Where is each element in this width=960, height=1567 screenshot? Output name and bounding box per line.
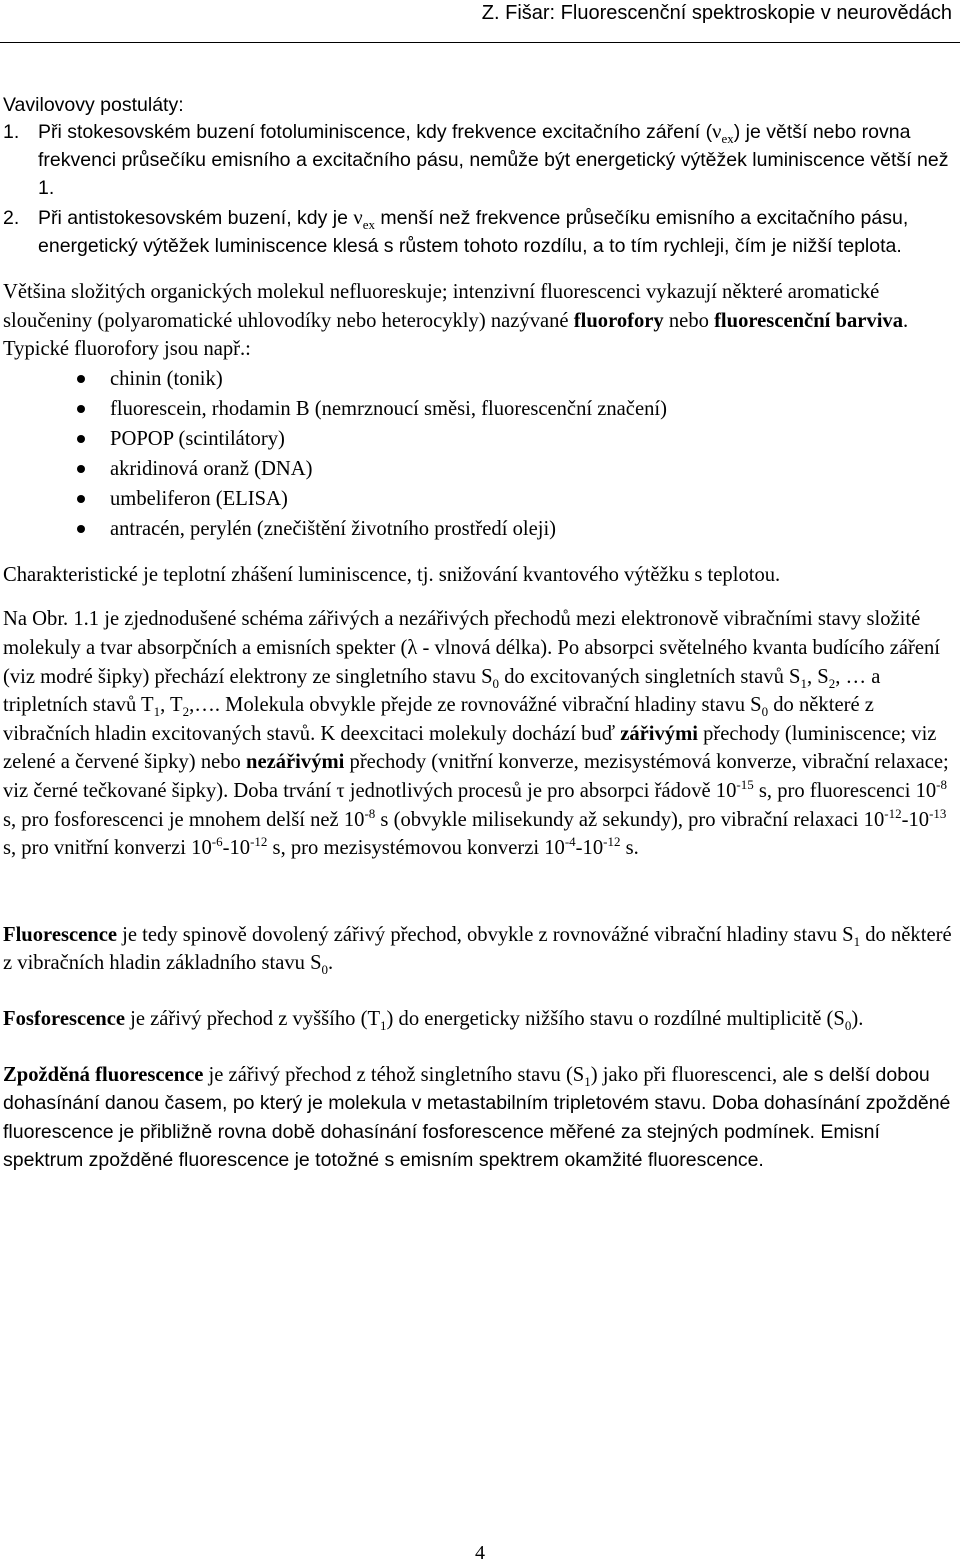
bullet-icon [77, 495, 85, 503]
postulate-number: 1. [3, 121, 20, 143]
list-item: umbeliferon (ELISA) [3, 484, 955, 514]
phosphorescence-definition: Fosforescence je zářivý přechod z vyššího $(T_1)$ do energeticky nižšího stavu o rozdílné multiplicitě $(S_0)$. [3, 1007, 864, 1034]
bullet-icon [77, 525, 85, 533]
postulate-number: 2. [3, 207, 20, 229]
list-item: fluorescein, rhodamin B (nemrznoucí směsi, fluorescenční značení) [3, 394, 955, 424]
list-item: POPOP (scintilátory) [3, 424, 955, 454]
bullet-icon [77, 465, 85, 473]
postulates-list [3, 118, 955, 260]
fluorescence-definition: Fluorescence je tedy spinově dovolený zářivý přechod, obvykle z rovnovážné vibrační hladiny stavu $S_1$ do některé z vibračních hladin základního stavu $S_0$. [3, 923, 952, 978]
page-number: 4 [475, 1542, 485, 1564]
fluorophore-list [3, 364, 955, 544]
header-rule [0, 42, 960, 43]
scheme-paragraph: Na Obr. 1.1 je zjednodušené schéma zářivých a nezářivých přechodů mezi elektronově vibračními stavy složité molekuly a tvar absorpčních a emisních spekter (λ - vlnová délka). Po absorpci světelného kvanta budícího záření (viz modré šipky) přechází elektrony ze singletního stavu $S_0$ do excitovaných singletních stavů $S_1$, $S_2$, … a tripletních stavů $T_1$, $T_2,\dots$. Molekula obvykle přejde ze rovnovážné vibrační hladiny stavu $S_0$ do některé z vibračních hladin excitovaných stavů. K deexcitaci molekuly dochází buď zářivými přechody (luminiscence; viz zelené a červené šipky) nebo nezářivými přechody (vnitřní konverze, mezisystémová konverze, vibrační relaxace; viz černé tečkované šipky). Doba trvání τ jednotlivých procesů je pro absorpci řádově $10^{-15}$ s, pro fluorescenci $10^{-8}$ s, pro fosforescenci je mnohem delší než $10^{-8}$ s (obvykle milisekundy až sekundy), pro vibrační relaxaci $10^{-12}-10^{-13}$ s, pro vnitřní konverzi $10^{-6}-10^{-12}$ s, pro mezisystémovou konverzi $10^{-4}-10^{-12}$ s. [3, 608, 949, 860]
list-item: akridinová oranž (DNA) [3, 454, 955, 484]
postulate-item: 1. Při stokesovském buzení fotoluminiscence, kdy frekvence excitačního záření $(\nu_{ex})$ je větší nebo rovna frekvenci průsečíku emisního a excitačního pásu, nemůže být energetický výtěžek luminiscence větší než 1. [3, 118, 955, 202]
delayed-fluorescence-definition: Zpožděná fluorescence je zářivý přechod z téhož singletního stavu $(S_1)$ jako při fluorescenci, ale s delší dobou dohasínání danou časem, po který je molekula v metastabilním tripletovém stavu. Doba dohasínání zpožděné fluorescence je přibližně rovna době dohasínání fosforescence měřené za stejných podmínek. Emisní spektrum zpožděné fluorescence je totožné s emisním spektrem okamžité fluorescence. [3, 1063, 951, 1172]
postulates-title: Vavilovovy postuláty: [3, 94, 184, 116]
postulate-item: 2. Při antistokesovském buzení, kdy je $\nu_{ex}$ menší než frekvence průsečíku emisního a excitačního pásu, energetický výtěžek luminiscence klesá s růstem tohoto rozdílu, a to tím rychleji, čím je nižší teplota. [3, 204, 955, 260]
bullet-icon [77, 375, 85, 383]
quenching-paragraph: Charakteristické je teplotní zhášení luminiscence, tj. snižování kvantového výtěžku s teplotou. [3, 563, 781, 586]
bullet-icon [77, 405, 85, 413]
fluorophores-paragraph: Většina složitých organických molekul nefluoreskuje; intenzivní fluorescenci vykazují některé aromatické sloučeniny (polyaromatické uhlovodíky nebo heterocykly) nazývané fluorofory nebo fluorescenční barviva. Typické fluorofory jsou např.: [3, 281, 909, 361]
page-body [3, 92, 955, 1175]
list-item: chinin (tonik) [3, 364, 955, 394]
bullet-icon [77, 435, 85, 443]
running-header: Z. Fišar: Fluorescenční spektroskopie v neurovědách [481, 2, 952, 24]
list-item: antracén, perylén (znečištění životního prostředí oleji) [3, 514, 955, 544]
